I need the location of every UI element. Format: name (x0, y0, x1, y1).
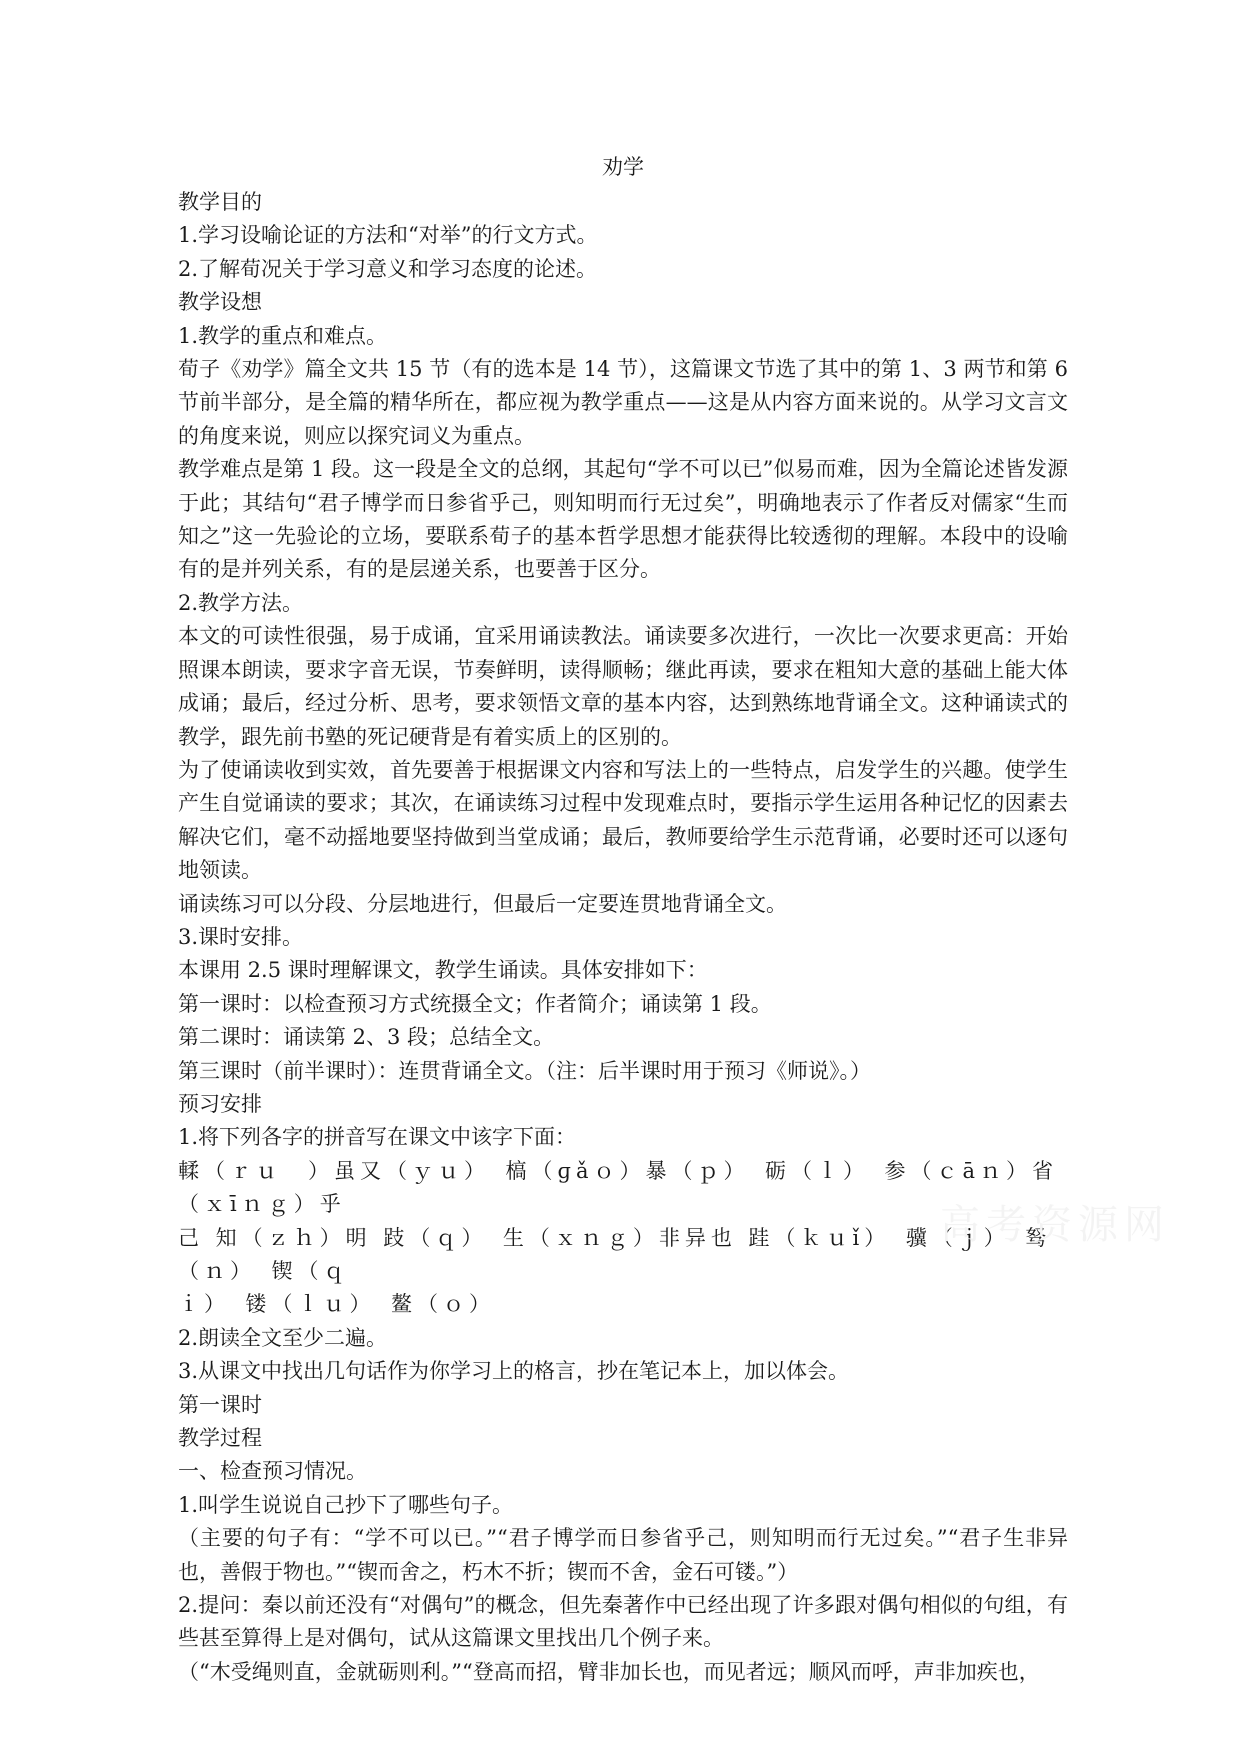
preview-item-3: 3.从课文中找出几句话作为你学习上的格言，抄在笔记本上，加以体会。 (178, 1359, 850, 1384)
design-item-1: 1.教学的重点和难点。 (178, 323, 388, 348)
objective-1: 1.学习设喻论证的方法和“对举”的行文方式。 (178, 223, 598, 248)
design-item-2: 2.教学方法。 (178, 590, 304, 615)
paragraph-key-points: 荀子《劝学》篇全文共 15 节（有的选本是 14 节），这篇课文节选了其中的第 1、3 两节和第 6 节前半部分，是全篇的精华所在，都应视为教学重点——这是从内容方面来说的。从学习文言文的角度来说，则应以探究词义为重点。 (178, 357, 1068, 448)
paragraph-effect: 为了使诵读收到实效，首先要善于根据课文内容和写法上的一些特点，启发学生的兴趣。使学生产生自觉诵读的要求；其次，在诵读练习过程中发现难点时，要指示学生运用各种记忆的因素去解决它们，毫不动摇地要坚持做到当堂成诵；最后，教师要给学生示范背诵，必要时还可以逐句地领读。 (178, 757, 1068, 883)
section-heading-preview: 预习安排 (178, 1091, 262, 1116)
schedule-lesson-1: 第一课时：以检查预习方式统摄全文；作者简介；诵读第 1 段。 (178, 991, 772, 1016)
pinyin-line: ｉ） 镂（ｌｕ） 鳌（ｏ） (178, 1292, 495, 1317)
paragraph-difficulties: 教学难点是第 1 段。这一段是全文的总纲，其起句“学不可以已”似易而难，因为全篇论述皆发源于此；其结句“君子博学而日参省乎己，则知明而行无过矣”，明确地表示了作者反对儒家“生而知之”这一先验论的立场，要联系荀子的基本哲学思想才能获得比较透彻的理解。本段中的设喻有的是并列关系，有的是层递关系，也要善于区分。 (178, 457, 1068, 582)
objective-2: 2.了解荀况关于学习意义和学习态度的论述。 (178, 256, 598, 281)
paragraph-question: 2.提问：秦以前还没有“对偶句”的概念，但先秦著作中已经出现了许多跟对偶句相似的句组，有些甚至算得上是对偶句，试从这篇课文里找出几个例子来。 (178, 1593, 1068, 1651)
paragraph-method: 本文的可读性很强，易于成诵，宜采用诵读教法。诵读要多次进行，一次比一次要求更高：开始照课本朗读，要求字音无误，节奏鲜明，读得顺畅；继此再读，要求在粗知大意的基础上能大体成诵；最后，经过分析、思考，要求领悟文章的基本内容，达到熟练地背诵全文。这种诵读式的教学，跟先前书塾的死记硬背是有着实质上的区别的。 (178, 624, 1068, 749)
pinyin-line: 輮（ｒｕ ）虽又（ｙｕ） 槁（ɡǎｏ）暴（ｐ） 砺（ｌ） 参（ｃāｎ）省 （ｘīｎｇ）乎 (178, 1158, 1084, 1217)
section-heading-objectives: 教学目的 (178, 190, 262, 214)
pinyin-line: 己 知（ｚｈ）明 跂（ｑ） 生（ｘｎｇ）非异也 跬（ｋｕǐ） 骥（ｊ） 驽（ｎ） 锲（ｑ (178, 1225, 1052, 1283)
schedule-intro: 本课用 2.5 课时理解课文，教学生诵读。具体安排如下： (178, 958, 708, 983)
process-step-1: 一、检查预习情况。 (178, 1459, 367, 1484)
document-title: 劝学 (602, 155, 644, 179)
section-heading-design: 教学设想 (178, 290, 262, 315)
preview-item-1: 1.将下列各字的拼音写在课文中该字下面： (178, 1125, 577, 1150)
paragraph-main-sentences: （主要的句子有：“学不可以已。”“君子博学而日参省乎己，则知明而行无过矣。”“君子生非异也，善假于物也。”“锲而舍之，朽木不折；锲而不舍，金石可镂。”） (178, 1526, 1068, 1584)
recitation-note: 诵读练习可以分段、分层地进行，但最后一定要连贯地背诵全文。 (178, 891, 787, 916)
watermark: 高考资源网 (940, 1202, 1170, 1248)
design-item-3: 3.课时安排。 (178, 924, 304, 949)
section-heading-process: 教学过程 (178, 1426, 262, 1451)
schedule-lesson-3: 第三课时（前半课时）：连贯背诵全文。（注：后半课时用于预习《师说》。） (178, 1058, 871, 1083)
schedule-lesson-2: 第二课时：诵读第 2、3 段；总结全文。 (178, 1025, 555, 1050)
paragraph-examples: （“木受绳则直，金就砺则利。”“登高而招，臂非加长也，而见者远；顺风而呼，声非加疾也， (178, 1659, 1040, 1684)
section-heading-lesson-1: 第一课时 (178, 1392, 262, 1417)
process-item-1: 1.叫学生说说自己抄下了哪些句子。 (178, 1492, 514, 1517)
preview-item-2: 2.朗读全文至少二遍。 (178, 1325, 388, 1350)
document-page (178, 150, 1084, 1689)
